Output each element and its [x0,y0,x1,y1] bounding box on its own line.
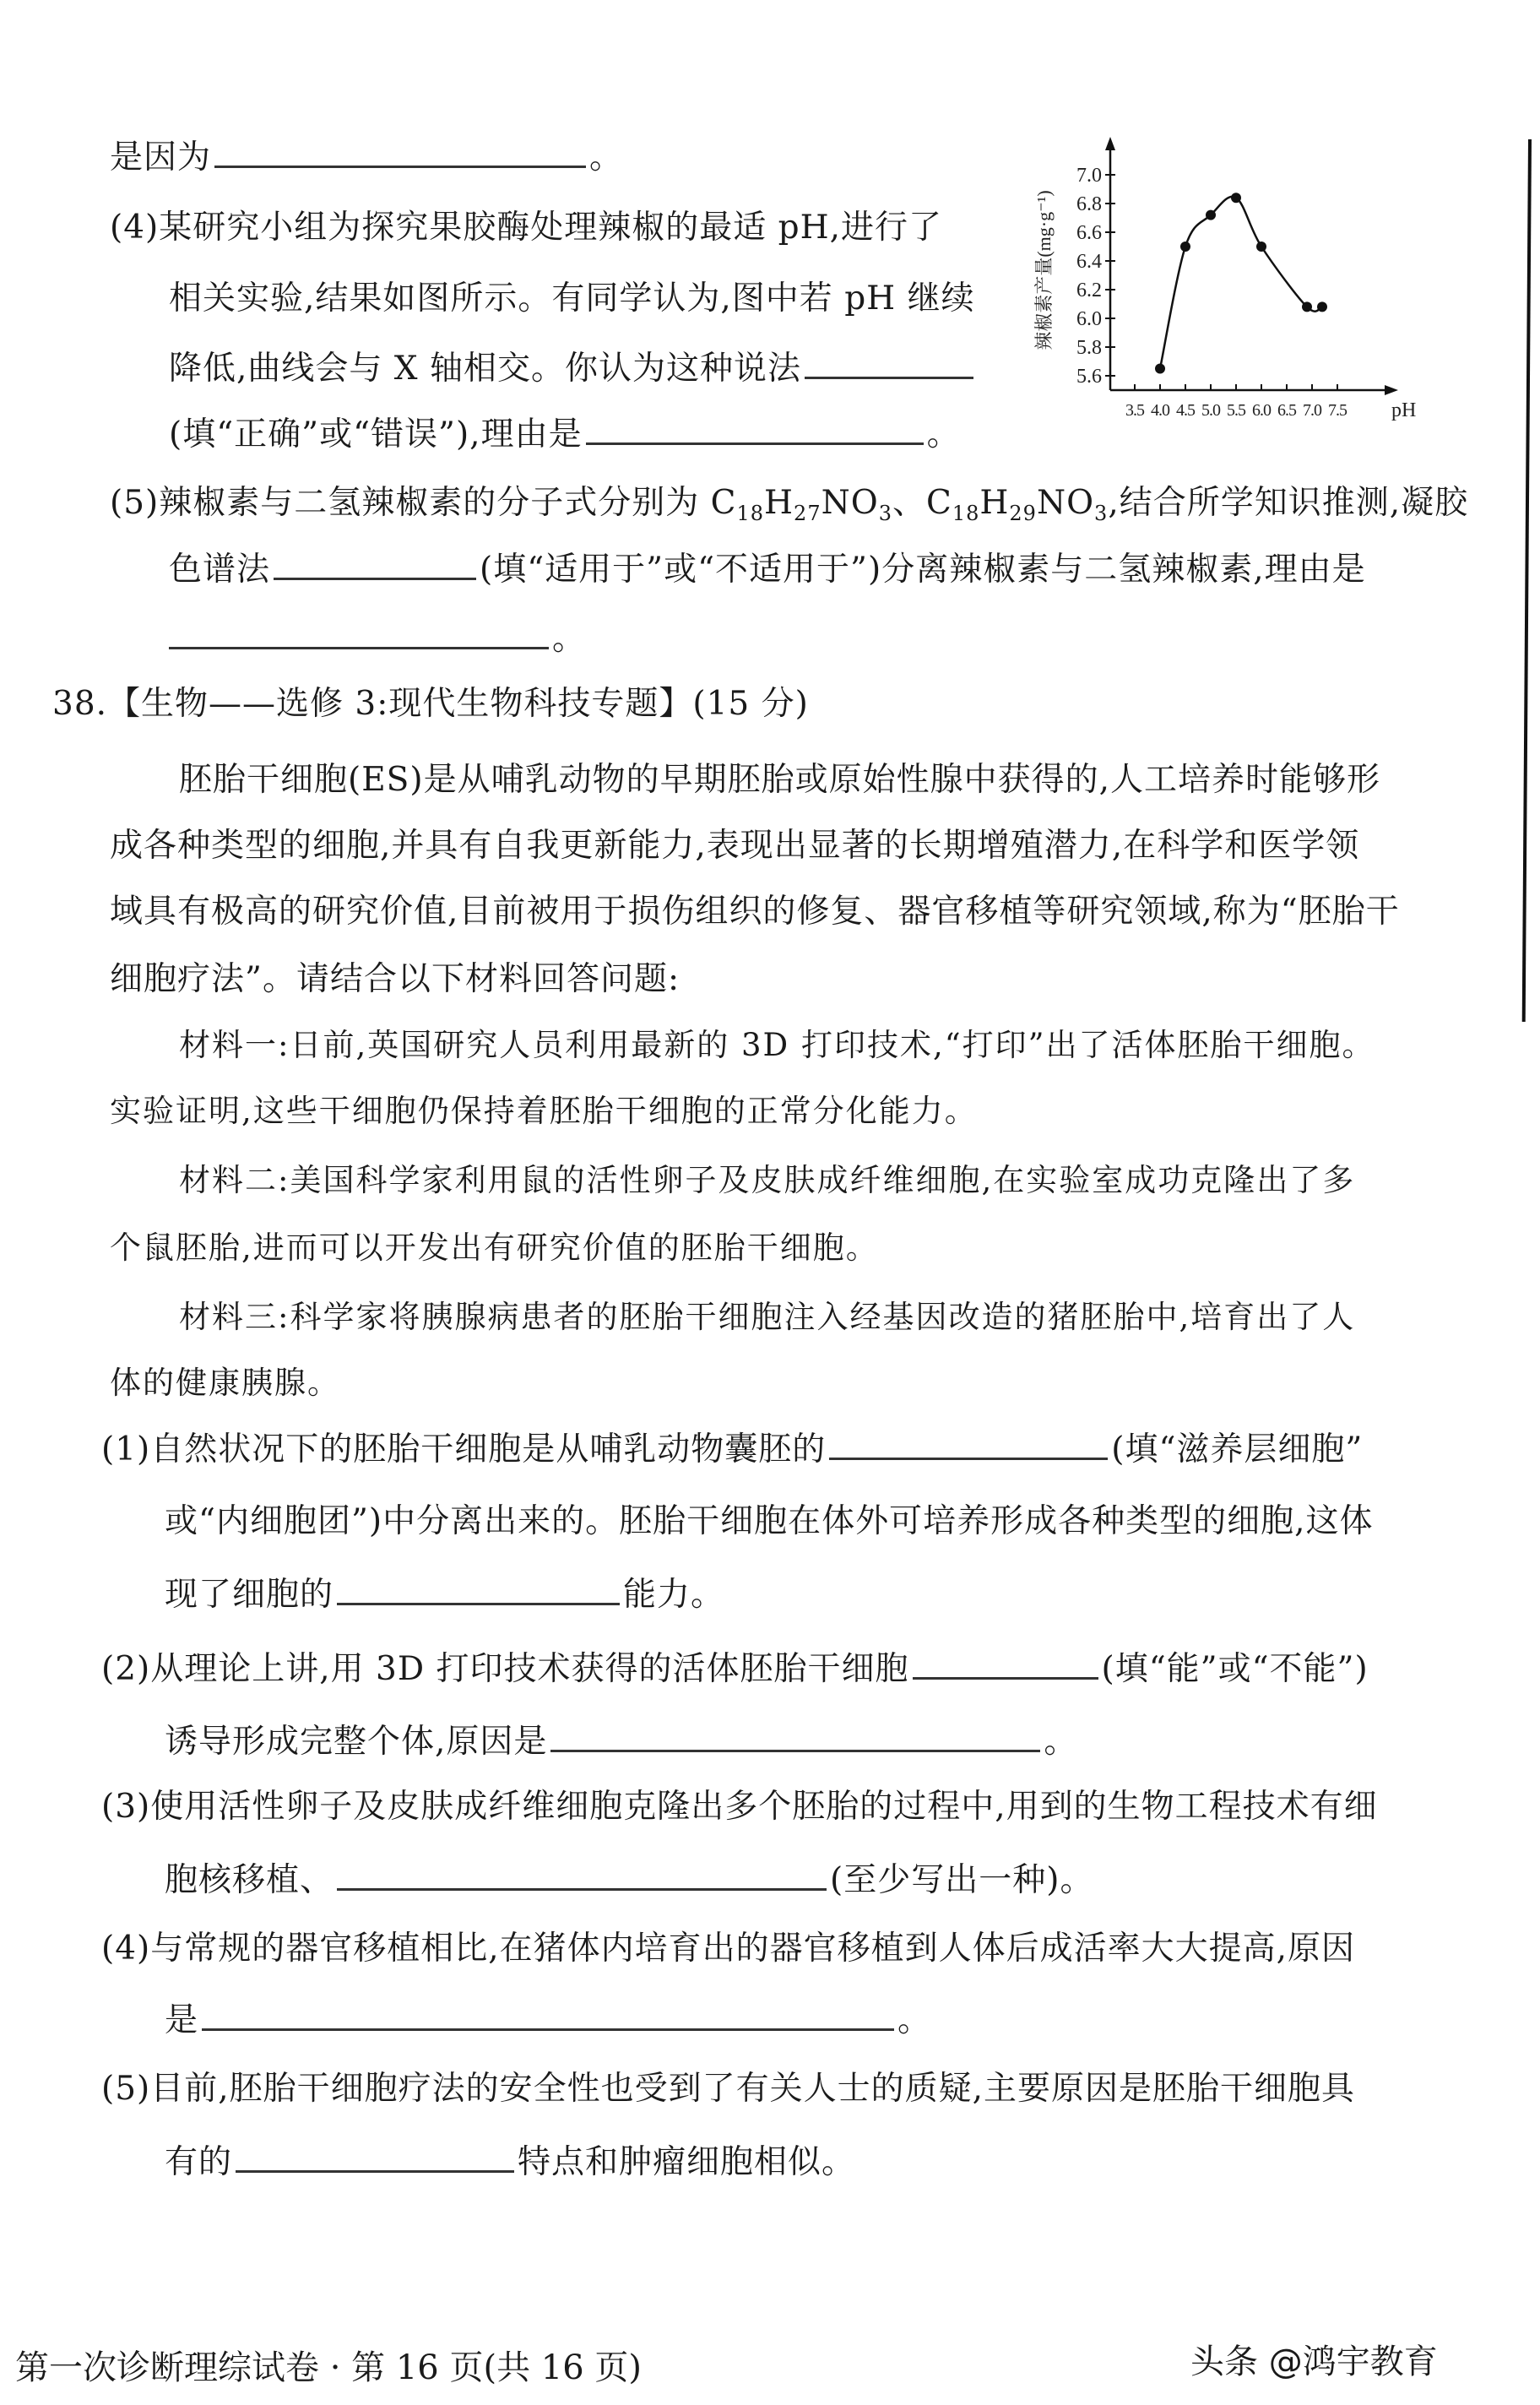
data-point [1256,242,1266,252]
subscript: 3 [878,502,892,525]
q38-3-line1: (3)使用活性卵子及皮肤成纤维细胞克隆出多个胚胎的过程中,用到的生物工程技术有细 [101,1788,1378,1826]
formula-no: NO [1036,484,1095,522]
q38-1-line3-prefix: 现了细胞的 [165,1576,334,1614]
chart-series [1155,193,1327,373]
y-axis-label: 辣椒素产量(mg·g⁻¹) [1033,190,1055,350]
data-point [1155,364,1165,374]
x-tick-label: 5.0 [1201,401,1220,420]
material-1-line1: 材料一:日前,英国研究人员利用最新的 3D 打印技术,“打印”出了活体胚胎干细胞。 [179,1027,1375,1063]
data-point [1317,301,1327,312]
period: 。 [926,415,961,453]
q37-5-line1 [110,481,1468,525]
q37-4-line4 [169,412,961,457]
material-2-line1: 材料二:美国科学家利用鼠的活性卵子及皮肤成纤维细胞,在实验室成功克隆出了多 [179,1162,1356,1198]
q37-answer-line [110,135,623,180]
answer-blank[interactable] [805,346,973,379]
x-tick-label: 7.5 [1328,401,1347,420]
answer-blank[interactable] [337,1572,620,1605]
data-point [1231,193,1241,203]
period: 。 [897,2001,932,2039]
q38-4-line1: (4)与常规的器官移植相比,在猪体内培育出的器官移植到人体后成活率大大提高,原因 [101,1930,1356,1968]
q37-5-line2 [169,547,1366,592]
x-tick-label: 3.5 [1125,401,1144,420]
x-tick-label: 5.5 [1227,401,1245,420]
q38-1-line3 [165,1572,724,1617]
page-footer: 第一次诊断理综试卷 · 第 16 页(共 16 页) [15,2348,643,2387]
margin-rule [1522,139,1532,1022]
data-point [1302,301,1312,312]
answer-blank[interactable] [913,1647,1098,1680]
answer-blank[interactable] [829,1427,1108,1460]
x-axis-label: pH [1391,399,1417,421]
chart-axes [1033,137,1416,421]
period: 。 [589,138,624,176]
q38-intro-4: 细胞疗法”。请结合以下材料回答问题: [110,960,681,998]
y-axis-arrow-icon [1105,137,1115,150]
subscript: 18 [736,502,765,525]
y-tick-label: 5.8 [1076,337,1102,359]
q38-2-line2-prefix: 诱导形成完整个体,原因是 [165,1723,548,1761]
x-tick-label: 4.5 [1176,401,1195,420]
q37-4-line3 [169,346,977,391]
q37-5-text-a: (5)辣椒素与二氢辣椒素的分子式分别为 C [110,484,737,522]
q38-1-line3-suffix: 能力。 [623,1576,725,1614]
answer-blank[interactable] [274,547,476,580]
x-tick-label: 6.5 [1277,401,1296,420]
q37-4-line3-text: 降低,曲线会与 X 轴相交。你认为这种说法 [169,350,801,388]
answer-blank[interactable] [236,2140,514,2173]
period: 。 [552,620,587,658]
q38-3-line2 [165,1858,1093,1903]
watermark: 头条 @鸿宇教育 [1190,2343,1438,2381]
q37-5-text-b: ,结合所学知识推测,凝胶 [1108,484,1469,522]
y-tick-label: 6.2 [1076,280,1102,301]
q38-3-hint: (至少写出一种)。 [830,1861,1094,1899]
q38-intro-3: 域具有极高的研究价值,目前被用于损伤组织的修复、器官移植等研究领域,称为“胚胎干 [110,893,1400,931]
q38-1-line1 [101,1427,1363,1472]
subscript: 29 [1009,502,1037,525]
q38-4-line2 [165,1998,931,2043]
x-tick-label: 6.0 [1252,401,1271,420]
formula-h: H [979,484,1010,522]
q38-5-line1: (5)目前,胚胎干细胞疗法的安全性也受到了有关人士的质疑,主要原因是胚胎干细胞具 [101,2070,1356,2108]
q37-4-line2: 相关实验,结果如图所示。有同学认为,图中若 pH 继续 [169,280,975,318]
q37-5-line3 [169,616,586,661]
material-3-line2: 体的健康胰腺。 [110,1365,340,1401]
q38-1-hint: (填“滋养层细胞” [1111,1431,1364,1469]
q38-3-line2-prefix: 胞核移植、 [165,1861,334,1899]
q38-2-hint: (填“能”或“不能”) [1101,1650,1369,1688]
period: 。 [1044,1723,1078,1761]
answer-blank[interactable] [214,135,586,168]
formula-h: H [764,484,794,522]
y-tick-label: 6.8 [1076,193,1102,215]
q37-5-line2-suffix: (填“适用于”或“不适用于”)分离辣椒素与二氢辣椒素,理由是 [480,551,1366,589]
material-1-line2: 实验证明,这些干细胞仍保持着胚胎干细胞的正常分化能力。 [110,1093,978,1129]
q38-intro-2: 成各种类型的细胞,并具有自我更新能力,表现出显著的长期增殖潜力,在科学和医学领 [110,827,1360,865]
formula-no: NO [821,484,879,522]
data-point [1180,242,1190,252]
answer-blank[interactable] [169,616,549,649]
q38-4-line2-prefix: 是 [165,2001,199,2039]
answer-blank[interactable] [202,1998,894,2031]
data-line [1160,197,1322,369]
q37-4-line4-text: (填“正确”或“错误”),理由是 [169,415,583,453]
q38-5-line2-prefix: 有的 [165,2143,233,2181]
capsaicin-ph-chart [1030,135,1435,456]
q38-2-line1 [101,1647,1369,1691]
q38-5-line2 [165,2140,855,2185]
answer-blank[interactable] [550,1719,1040,1752]
y-tick-label: 6.4 [1076,251,1102,273]
data-point [1206,210,1216,220]
y-tick-label: 6.6 [1076,222,1102,244]
material-3-line1: 材料三:科学家将胰腺病患者的胚胎干细胞注入经基因改造的猪胚胎中,培育出了人 [179,1299,1356,1335]
q38-2-text: (2)从理论上讲,用 3D 打印技术获得的活体胚胎干细胞 [101,1650,909,1688]
q38-heading: 38.【生物——选修 3:现代生物科技专题】(15 分) [52,685,809,723]
answer-blank[interactable] [586,412,924,445]
q38-2-line2 [165,1719,1077,1764]
x-tick-label: 7.0 [1303,401,1321,420]
q37-prefix: 是因为 [110,138,212,176]
y-tick-label: 5.6 [1076,366,1102,388]
x-tick-label: 4.0 [1151,401,1169,420]
x-axis-arrow-icon [1385,385,1398,395]
material-2-line2: 个鼠胚胎,进而可以开发出有研究价值的胚胎干细胞。 [110,1230,879,1266]
q38-intro-1: 胚胎干细胞(ES)是从哺乳动物的早期胚胎或原始性腺中获得的,人工培养时能够形 [179,761,1381,799]
q37-4-line1: (4)某研究小组为探究果胶酶处理辣椒的最适 pH,进行了 [110,209,943,247]
y-tick-label: 7.0 [1076,165,1102,187]
subscript: 3 [1094,502,1109,525]
q37-5-line2-prefix: 色谱法 [169,551,271,589]
answer-blank[interactable] [337,1858,827,1891]
y-tick-label: 6.0 [1076,308,1102,330]
formula-sep: 、C [892,484,952,522]
q38-1-line2: 或“内细胞团”)中分离出来的。胚胎干细胞在体外可培养形成各种类型的细胞,这体 [165,1502,1374,1540]
q38-1-text: (1)自然状况下的胚胎干细胞是从哺乳动物囊胚的 [101,1431,827,1469]
q38-5-line2-suffix: 特点和肿瘤细胞相似。 [518,2143,856,2181]
subscript: 18 [952,502,980,525]
subscript: 27 [794,502,822,525]
